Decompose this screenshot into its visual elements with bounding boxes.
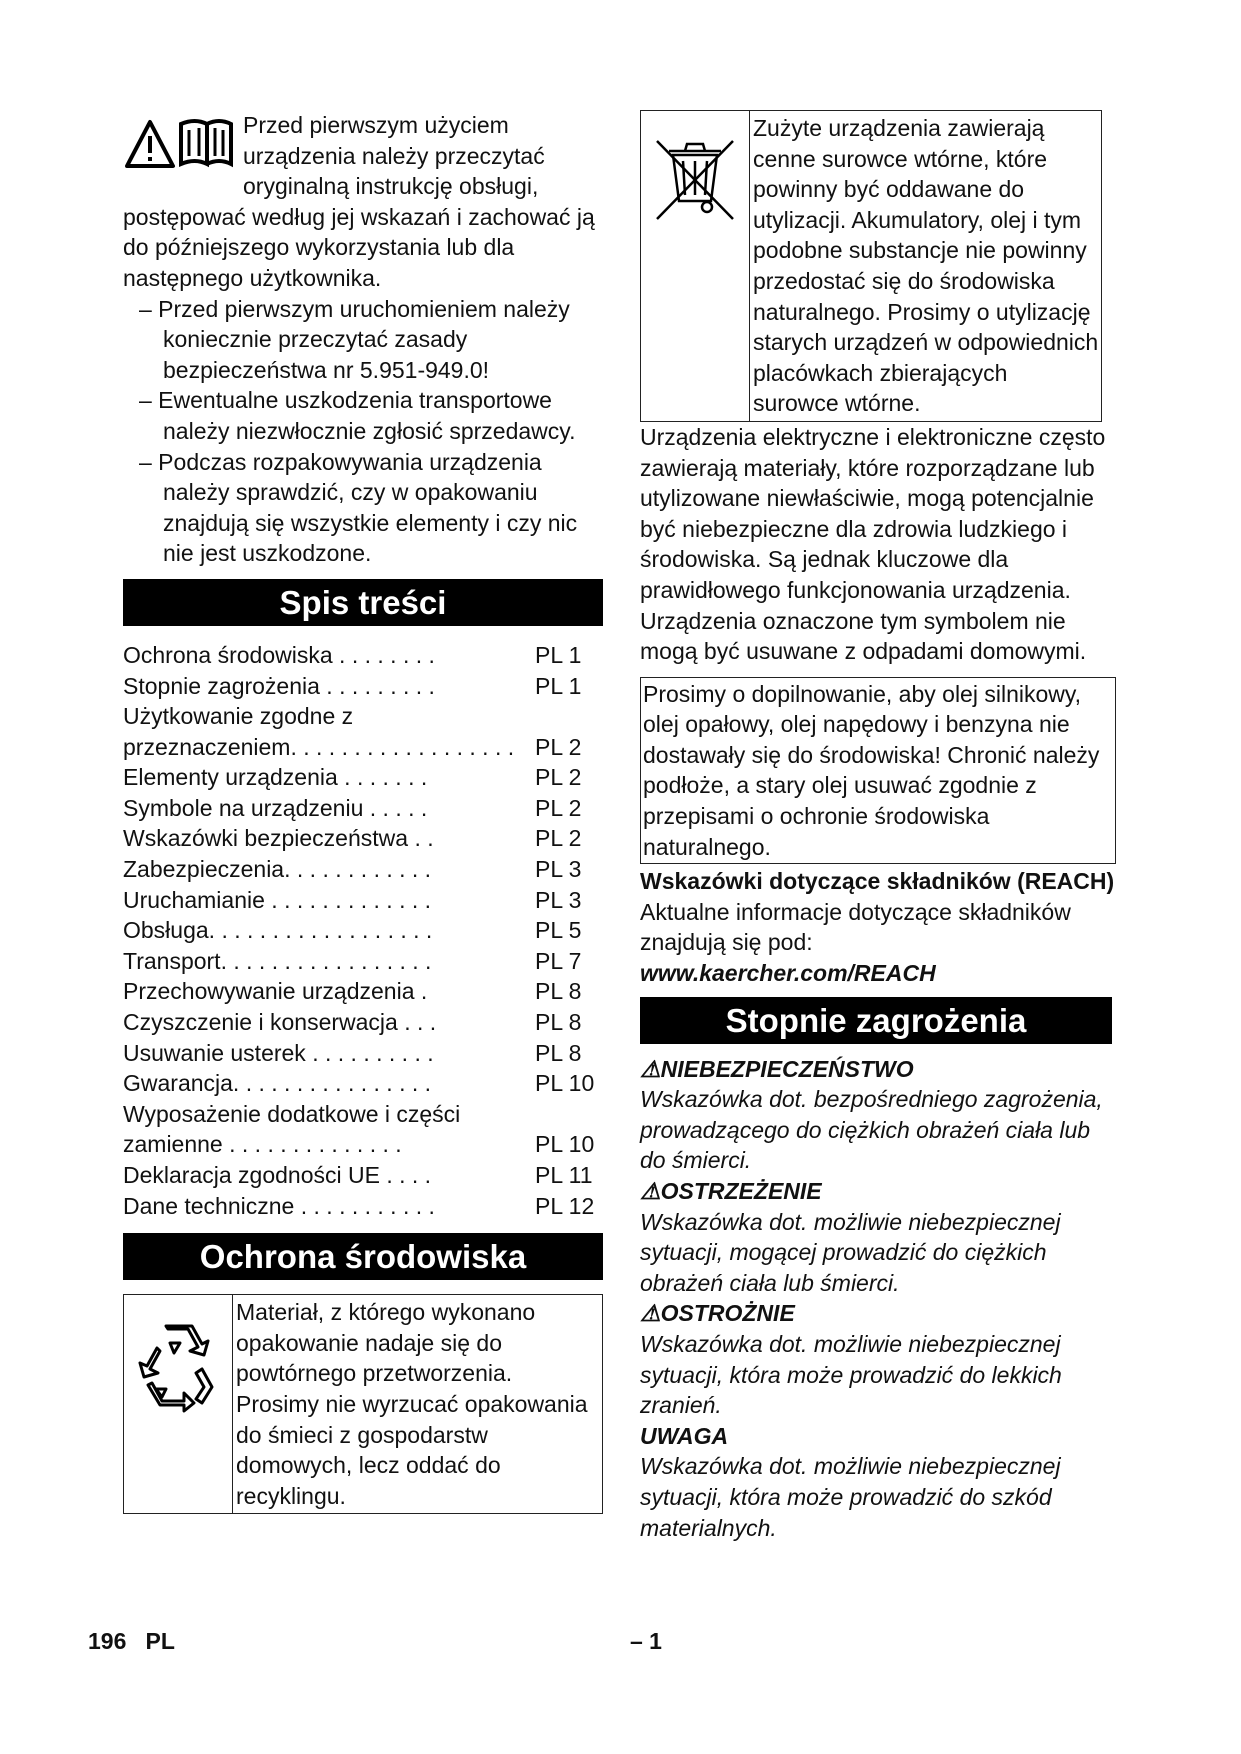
toc-item[interactable]: Ochrona środowiska . . . . . . . . PL 1	[123, 641, 582, 668]
hazard-list	[640, 1054, 1120, 1544]
right-column	[640, 110, 1120, 1543]
toc-item[interactable]: Zabezpieczenia. . . . . . . . . . . . PL 3	[123, 856, 582, 883]
reach-text: Aktualne informacje dotyczące składników znajdują się pod:	[640, 898, 1071, 956]
toc-item[interactable]: Elementy urządzenia . . . . . . . PL 2	[123, 764, 582, 791]
env-heading: Ochrona środowiska	[123, 1233, 603, 1280]
reach-heading: Wskazówki dotyczące składników (REACH)	[640, 868, 1115, 895]
intro	[123, 110, 603, 294]
reach-link[interactable]: www.kaercher.com/REACH	[640, 960, 936, 987]
hazard-heading: Stopnie zagrożenia	[640, 997, 1112, 1044]
oil-note: Prosimy o dopilnowanie, aby olej silnikowy, olej opałowy, olej napędowy i benzyna nie dostawały się do środowiska! Chronić należy podłoże, a stary olej usuwać zgodnie z przepisami o ochronie środowiska naturalnego.	[640, 677, 1116, 865]
left-column	[123, 110, 603, 1514]
section-page: – 1	[630, 1628, 662, 1654]
toc-item[interactable]: Symbole na urządzeniu . . . . . PL 2	[123, 794, 582, 821]
toc-item[interactable]: Deklaracja zgodności UE . . . . PL 11	[123, 1162, 593, 1188]
hazard-label: UWAGA	[640, 1422, 729, 1449]
warning-manual-icon	[123, 116, 235, 172]
intro-bullet: – Podczas rozpakowywania urządzenia należy sprawdzić, czy w opakowaniu znajdują się wszystkie elementy i czy nic nie jest uszkodzone.	[139, 448, 578, 567]
weee-box	[640, 110, 1102, 422]
page-number: 196 PL	[88, 1628, 175, 1654]
recycle-icon	[130, 1317, 226, 1413]
toc-item[interactable]: Gwarancja. . . . . . . . . . . . . . . . PL 10	[123, 1070, 595, 1097]
toc-item[interactable]: Przechowywanie urządzenia . PL 8	[123, 978, 582, 1005]
toc-item[interactable]: Wyposażenie dodatkowe i części zamienne . . . . . . . . . . . . . . PL 10	[123, 1100, 595, 1158]
hazard-text: Wskazówka dot. możliwie niebezpiecznej sytuacji, mogącej prowadzić do ciężkich obrażeń ciała lub śmierci.	[640, 1208, 1061, 1296]
toc-item[interactable]: Uruchamianie . . . . . . . . . . . . . PL 3	[123, 886, 582, 913]
hazard-label: ⚠NIEBEZPIECZEŃSTWO	[640, 1055, 914, 1082]
weee-text: Zużyte urządzenia zawierają cenne surowce wtórne, które powinny być oddawane do utylizacji. Akumulatory, olej i tym podobne substancje nie powinny przedostać się do środowiska naturalnego. Prosimy o utylizację starych urządzeń w odpowiednich placówkach zbierających surowce wtórne.	[753, 115, 1099, 417]
intro-bullet: – Przed pierwszym uruchomieniem należy koniecznie przeczytać zasady bezpieczeństwa nr 5.951-949.0!	[139, 295, 570, 383]
toc-item[interactable]: Czyszczenie i konserwacja . . . PL 8	[123, 1009, 582, 1036]
toc-item[interactable]: Wskazówki bezpieczeństwa . . PL 2	[123, 825, 582, 852]
hazard-label: ⚠OSTRZEŻENIE	[640, 1178, 822, 1204]
electrical-text: Urządzenia elektryczne i elektroniczne często zawierają materiały, które rozporządzane lub utylizowane niewłaściwie, mogą potencjalnie być niebezpieczne dla zdrowia ludzkiego i środowiska. Są jednak kluczowe dla prawidłowego funkcjonowania urządzenia. Urządzenia oznaczone tym symbolem nie mogą być usuwane z odpadami domowymi.	[640, 423, 1106, 665]
hazard-text: Wskazówka dot. możliwie niebezpiecznej sytuacji, która może prowadzić do szkód materialnych.	[640, 1453, 1061, 1541]
crossed-bin-icon	[649, 131, 741, 223]
toc-item[interactable]: Obsługa. . . . . . . . . . . . . . . . . . PL 5	[123, 917, 582, 944]
toc-item[interactable]: Transport. . . . . . . . . . . . . . . . . PL 7	[123, 947, 582, 974]
toc-heading: Spis treści	[123, 579, 603, 626]
hazard-label: ⚠OSTROŻNIE	[640, 1300, 795, 1327]
toc-list	[123, 640, 603, 1221]
toc-item[interactable]: Stopnie zagrożenia . . . . . . . . . PL 1	[123, 672, 582, 699]
recycle-box	[123, 1294, 603, 1514]
hazard-text: Wskazówka dot. możliwie niebezpiecznej sytuacji, która może prowadzić do lekkich zranień.	[640, 1330, 1062, 1419]
intro-bullet: – Ewentualne uszkodzenia transportowe należy niezwłocznie zgłosić sprzedawcy.	[139, 387, 576, 444]
hazard-text: Wskazówka dot. bezpośredniego zagrożenia, prowadzącego do ciężkich obrażeń ciała lub do śmierci.	[640, 1086, 1103, 1174]
toc-item[interactable]: Usuwanie usterek . . . . . . . . . . PL 8	[123, 1039, 582, 1066]
intro-text: Przed pierwszym użyciem urządzenia należy przeczytać oryginalną instrukcję obsługi, postępować według jej wskazań i zachować ją do późniejszego wykorzystania lub dla następnego użytkownika.	[123, 112, 595, 291]
toc-item[interactable]: Użytkowanie zgodne z przeznaczeniem. . . . . . . . . . . . . . . . . . PL 2	[123, 703, 582, 760]
toc-item[interactable]: Dane techniczne . . . . . . . . . . . PL 12	[123, 1192, 595, 1219]
recycle-text: Materiał, z którego wykonano opakowanie nadaje się do powtórnego przetworzenia. Prosimy nie wyrzucać opakowania do śmieci z gospodarstw domowych, lecz oddać do recyklingu.	[236, 1299, 588, 1509]
